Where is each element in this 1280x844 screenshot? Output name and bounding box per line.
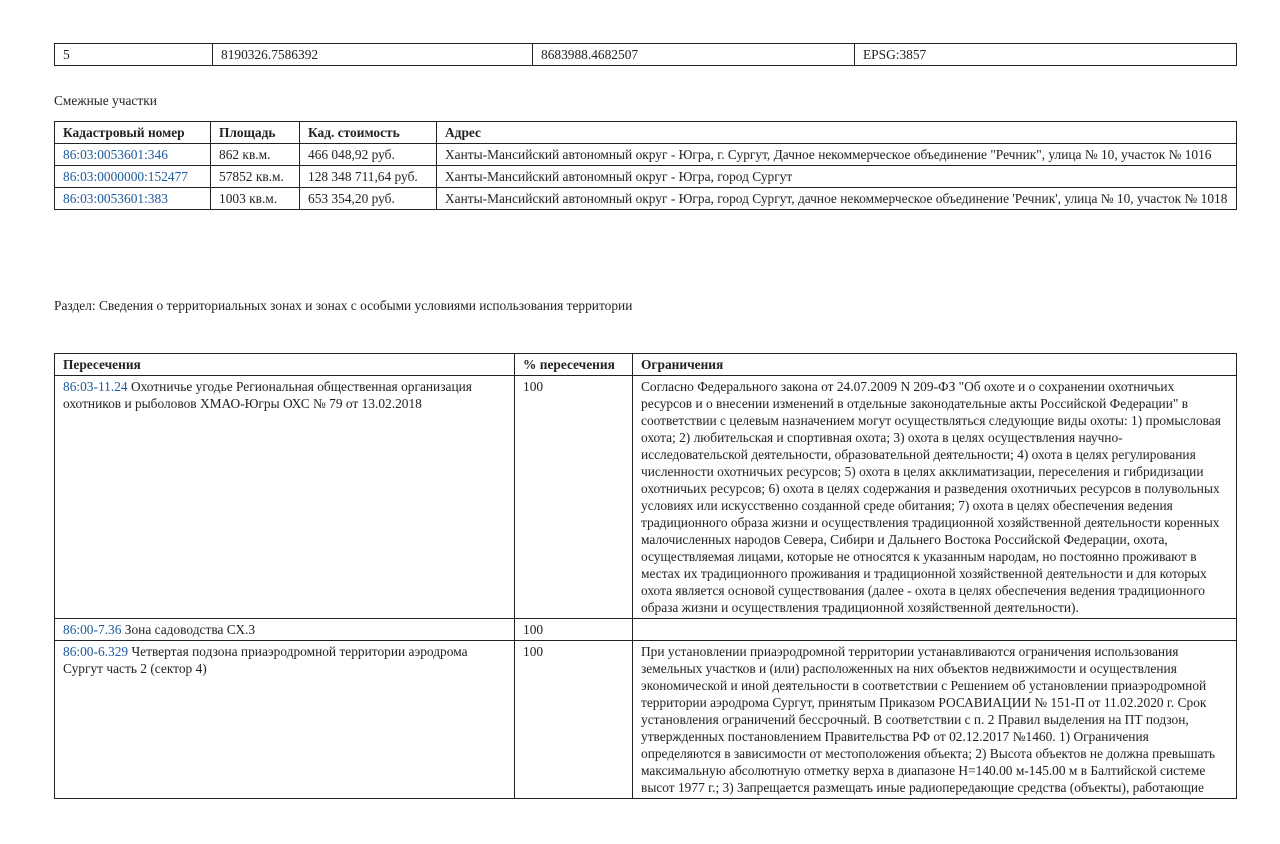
cost-cell: 466 048,92 руб. (300, 144, 437, 166)
adjacent-plots-table (54, 121, 1237, 210)
address-cell: Ханты-Мансийский автономный округ - Югра, г. Сургут, Дачное некоммерческое объединение "Речник", улица № 10, участок № 1016 (437, 144, 1237, 166)
cadastral-number-link[interactable]: 86:03:0053601:346 (63, 147, 168, 162)
header-cadastral-number: Кадастровый номер (55, 122, 211, 144)
coordinates-table (54, 43, 1237, 66)
table-header-row (55, 122, 1237, 144)
zone-cell (55, 619, 515, 641)
header-address: Адрес (437, 122, 1237, 144)
cost-cell: 128 348 711,64 руб. (300, 166, 437, 188)
zone-code-link[interactable]: 86:00-6.329 (63, 644, 129, 659)
zones-table (54, 353, 1237, 799)
percent-cell: 100 (515, 619, 633, 641)
address-cell: Ханты-Мансийский автономный округ - Югра, город Сургут, дачное некоммерческое объединение 'Речник', улица № 10, участок № 1018 (437, 188, 1237, 210)
cadastral-number-link[interactable]: 86:03:0000000:152477 (63, 169, 188, 184)
table-row (55, 619, 1237, 641)
cadastral-number-link[interactable]: 86:03:0053601:383 (63, 191, 168, 206)
header-area: Площадь (211, 122, 300, 144)
table-header-row (55, 354, 1237, 376)
point-number: 5 (55, 44, 213, 66)
coordinate-system: EPSG:3857 (855, 44, 1237, 66)
zone-name: Зона садоводства СХ.3 (121, 622, 256, 637)
area-cell: 57852 кв.м. (211, 166, 300, 188)
zone-name: Четвертая подзона приаэродромной территории аэродрома Сургут часть 2 (сектор 4) (63, 644, 468, 676)
header-cadastral-cost: Кад. стоимость (300, 122, 437, 144)
zone-cell (55, 641, 515, 799)
coordinate-y: 8683988.4682507 (533, 44, 855, 66)
area-cell: 1003 кв.м. (211, 188, 300, 210)
zone-code-link[interactable]: 86:03-11.24 (63, 379, 128, 394)
table-row (55, 641, 1237, 799)
restrictions-cell: Согласно Федерального закона от 24.07.2009 N 209-ФЗ "Об охоте и о сохранении охотничьих ресурсов и о внесении изменений в отдельные законодательные акты Российской Федерации" в соответствии с целевым назначением могут осуществляться следующие виды охоты: 1) промысловая охота; 2) любительская и спортивная охота; 3) охота в целях осуществления научно-исследовательской деятельности, образовательной деятельности; 4) охота в целях регулирования численности охотничьих ресурсов; 5) охота в целях акклиматизации, переселения и гибридизации охотничьих ресурсов; 6) охота в целях содержания и разведения охотничьих ресурсов в полувольных условиях или искусственно созданной среде обитания; 7) охота в целях обеспечения ведения традиционного образа жизни и осуществления традиционной хозяйственной деятельности коренных малочисленных народов Севера, Сибири и Дальнего Востока Российской Федерации, охота, осуществляемая лицами, которые не относятся к указанным народам, но постоянно проживают в местах их традиционного проживания и традиционной хозяйственной деятельности и для которых охота является основой существования (далее - охота в целях обеспечения ведения традиционного образа жизни и осуществления традиционной хозяйственной деятельности). (633, 376, 1237, 619)
address-cell: Ханты-Мансийский автономный округ - Югра, город Сургут (437, 166, 1237, 188)
header-intersection-percent: % пересечения (515, 354, 633, 376)
table-row (55, 44, 1237, 66)
header-restrictions: Ограничения (633, 354, 1237, 376)
restrictions-cell (633, 619, 1237, 641)
zone-cell (55, 376, 515, 619)
table-row (55, 376, 1237, 619)
coordinate-x: 8190326.7586392 (213, 44, 533, 66)
area-cell: 862 кв.м. (211, 144, 300, 166)
zone-code-link[interactable]: 86:00-7.36 (63, 622, 122, 637)
header-intersections: Пересечения (55, 354, 515, 376)
table-row (55, 188, 1237, 210)
restrictions-cell: При установлении приаэродромной территории устанавливаются ограничения использования земельных участков и (или) расположенных на них объектов недвижимости и осуществления экономической и иной деятельности в соответствии с Решением об установлении приаэродромной территории аэродрома Сургут, принятым Приказом РОСАВИАЦИИ № 151-П от 11.02.2020 г. Срок установления ограничений бессрочный. В соответствии с п. 2 Правил выделения на ПТ подзон, утвержденных постановлением Правительства РФ от 02.12.2017 №1460. 1) Ограничения определяются в зависимости от местоположения объекта; 2) Высота объектов не должна превышать максимальную абсолютную отметку верха в диапазоне Н=140.00 м-145.00 м в Балтийской системе высот 1977 г.; 3) Запрещается размещать иные радиопередающие средства (объекты), работающие (633, 641, 1237, 799)
section-title: Раздел: Сведения о территориальных зонах и зонах с особыми условиями использования территории (54, 298, 633, 313)
table-row (55, 144, 1237, 166)
zone-name: Охотничье угодье Региональная общественная организация охотников и рыболовов ХМАО-Югры ОХС № 79 от 13.02.2018 (63, 379, 472, 411)
cost-cell: 653 354,20 руб. (300, 188, 437, 210)
table-row (55, 166, 1237, 188)
adjacent-plots-title: Смежные участки (54, 93, 157, 108)
percent-cell: 100 (515, 376, 633, 619)
percent-cell: 100 (515, 641, 633, 799)
